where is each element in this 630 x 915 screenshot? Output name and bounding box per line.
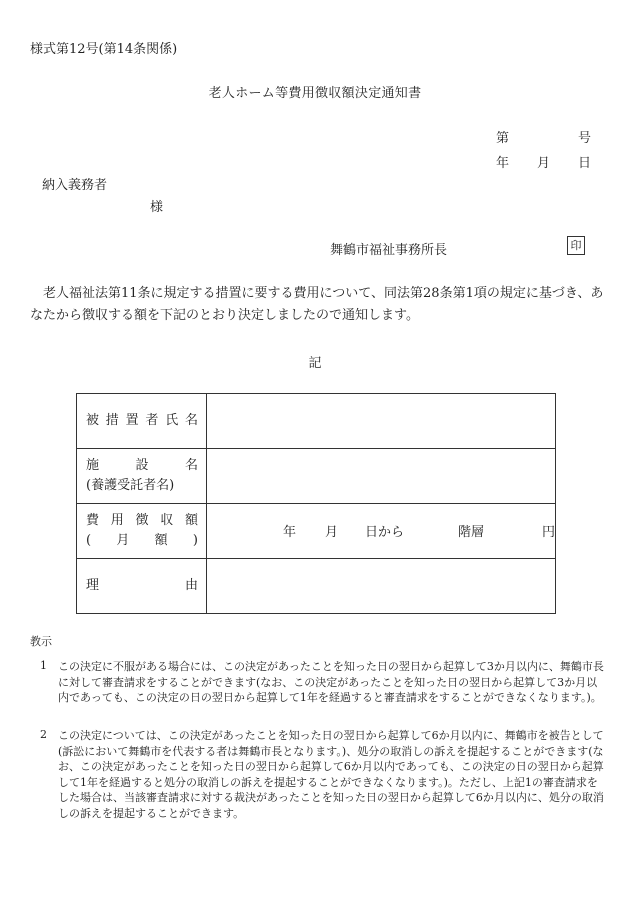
notification-body: 老人福祉法第11条に規定する措置に要する費用について、同法第28条第1項の規定に基づき、あなたから徴収する額を下記のとおり決定しましたので通知します。 [30, 286, 604, 323]
form-number: 様式第12号(第14条関係) [30, 42, 178, 57]
issuer-name: 舞鶴市福祉事務所長 [330, 243, 448, 258]
notice-item-1-number: 1 [40, 659, 47, 672]
date-month-label: 月 [537, 156, 551, 171]
fee-tier-label: 階層 [458, 525, 485, 540]
date-year-label: 年 [496, 156, 510, 171]
date-day-label: 日 [578, 156, 592, 171]
payer-honorific: 様 [150, 200, 164, 215]
facility-label: 施 設 名 [86, 458, 198, 473]
fee-label-cell [77, 504, 207, 559]
fee-year-label: 年 [283, 525, 297, 540]
details-table [76, 393, 556, 614]
name-label: 被 措 置 者 氏 名 [86, 413, 198, 428]
reason-label-cell [77, 559, 207, 614]
fee-sublabel: ( 月 額 ) [86, 533, 198, 548]
notice-item-2-number: 2 [40, 728, 47, 741]
name-value-cell [207, 394, 556, 449]
seal-box: 印 [567, 236, 585, 255]
notice-item-2-text: この決定については、この決定があったことを知った日の翌日から起算して6か月以内に、舞鶴市を被告として(訴訟において舞鶴市を代表する者は舞鶴市長となります。)、処分の取消しの訴えを提起することができます(なお、この決定があったことを知った日の翌日から起算して6か月以内であっても、この決定の日の翌日から起算して1年を経過すると処分の取消しの訴えを提起することができなくなります。)。ただし、上記1の審査請求をした場合は、当該審査請求に対する裁決があったことを知った日の翌日から起算して6か月以内に、処分の取消しの訴えを提起することができます。 [58, 729, 604, 820]
reason-label: 理 由 [86, 578, 198, 593]
number-suffix: 号 [578, 131, 592, 146]
fee-month-label: 月 [325, 525, 339, 540]
ki-marker: 記 [308, 356, 322, 371]
fee-value-cell [207, 504, 556, 559]
facility-value-cell [207, 449, 556, 504]
facility-label-cell [77, 449, 207, 504]
fee-yen-label: 円 [542, 525, 556, 540]
name-label-cell [77, 394, 207, 449]
fee-value-line [207, 521, 555, 541]
table-row-reason [77, 559, 556, 614]
notice-item-1-text: この決定に不服がある場合には、この決定があったことを知った日の翌日から起算して3か月以内に、舞鶴市長に対して審査請求をすることができます(なお、この決定があったことを知った日の翌日から起算して3か月以内であっても、この決定の日の翌日から起算して1年を経過すると審査請求をすることができなくなります。)。 [58, 660, 604, 704]
fee-label: 費 用 徴 収 額 [86, 513, 198, 528]
reason-value-cell [207, 559, 556, 614]
payer-label: 納入義務者 [42, 178, 108, 193]
fee-from-day-label: 日から [365, 525, 405, 540]
facility-sublabel: (養護受託者名) [86, 478, 175, 493]
table-row-facility [77, 449, 556, 504]
table-row-fee [77, 504, 556, 559]
table-row-name [77, 394, 556, 449]
number-label: 第 [496, 131, 510, 146]
notice-heading: 教示 [30, 635, 52, 648]
document-title: 老人ホーム等費用徴収額決定通知書 [208, 86, 422, 101]
